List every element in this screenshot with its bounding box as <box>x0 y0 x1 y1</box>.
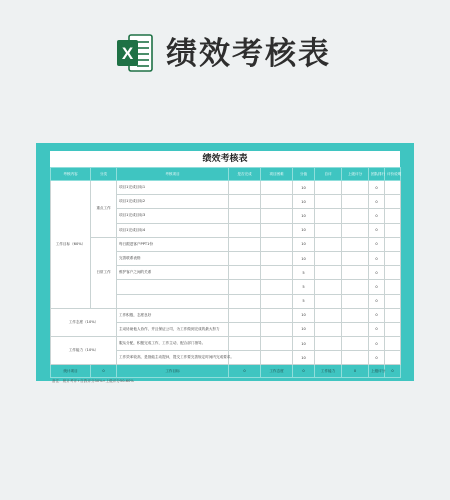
score-cell[interactable]: 10 <box>293 337 315 351</box>
team-cell[interactable]: 0 <box>369 237 385 251</box>
score-cell[interactable]: 10 <box>293 195 315 209</box>
cell[interactable] <box>385 209 401 223</box>
cell[interactable] <box>261 266 293 280</box>
cell[interactable] <box>342 237 369 251</box>
project-cell[interactable]: 每日跟进客户PPT1份 <box>117 237 229 251</box>
project-cell[interactable]: 工作效率较高，是指能主动提问，提交工作要完善规定时间内完成要求。 <box>117 351 229 365</box>
cell[interactable] <box>261 308 293 322</box>
cell[interactable] <box>315 294 342 308</box>
score-cell[interactable]: 10 <box>293 351 315 365</box>
cell[interactable] <box>229 322 261 336</box>
cell[interactable] <box>342 266 369 280</box>
score-cell[interactable]: 5 <box>293 294 315 308</box>
team-cell[interactable]: 0 <box>369 209 385 223</box>
cell[interactable] <box>229 209 261 223</box>
summary-row <box>51 365 401 378</box>
cell[interactable] <box>229 223 261 237</box>
team-cell[interactable]: 0 <box>369 181 385 195</box>
score-cell[interactable]: 10 <box>293 308 315 322</box>
cell[interactable] <box>342 195 369 209</box>
cell[interactable] <box>261 223 293 237</box>
cell[interactable] <box>342 209 369 223</box>
score-cell[interactable]: 10 <box>293 223 315 237</box>
cell[interactable] <box>315 266 342 280</box>
summary-superior-value: 0 <box>385 365 401 378</box>
team-cell[interactable]: 0 <box>369 294 385 308</box>
excel-icon <box>117 33 153 73</box>
project-cell[interactable]: 完善联系表格 <box>117 251 229 265</box>
cell[interactable] <box>342 223 369 237</box>
cell[interactable] <box>342 337 369 351</box>
cell[interactable] <box>229 181 261 195</box>
cell[interactable] <box>385 351 401 365</box>
cell[interactable] <box>385 181 401 195</box>
project-cell[interactable]: 维护客户之间的关系 <box>117 266 229 280</box>
cell[interactable] <box>385 308 401 322</box>
score-cell[interactable]: 10 <box>293 237 315 251</box>
project-cell[interactable]: 项目1完成目标3 <box>117 209 229 223</box>
cell[interactable] <box>229 337 261 351</box>
team-cell[interactable]: 0 <box>369 223 385 237</box>
cell[interactable] <box>261 294 293 308</box>
project-cell[interactable]: 项目1完成目标4 <box>117 223 229 237</box>
cell[interactable] <box>229 266 261 280</box>
project-cell[interactable] <box>117 280 229 294</box>
cell[interactable] <box>315 237 342 251</box>
cell[interactable] <box>315 351 342 365</box>
team-cell[interactable]: 0 <box>369 337 385 351</box>
cell[interactable] <box>315 181 342 195</box>
summary-goal-label: 工作目标 <box>117 365 229 378</box>
cell[interactable] <box>315 195 342 209</box>
cell[interactable] <box>315 337 342 351</box>
team-cell[interactable]: 0 <box>369 195 385 209</box>
project-cell[interactable]: 工作积极，态度良好 <box>117 308 229 322</box>
table-row <box>51 181 401 195</box>
column-header: 评价说明 <box>385 168 401 181</box>
column-header: 考核项目 <box>117 168 229 181</box>
cell[interactable] <box>229 251 261 265</box>
project-cell[interactable]: 主动协助他人协作，并且保证公司，为工作做到完成的最大努力 <box>117 322 229 336</box>
team-cell[interactable]: 0 <box>369 322 385 336</box>
column-header: 考核内容 <box>51 168 91 181</box>
cell[interactable] <box>315 223 342 237</box>
cell[interactable] <box>261 322 293 336</box>
svg-text:X: X <box>121 44 134 63</box>
score-cell[interactable]: 10 <box>293 322 315 336</box>
cell[interactable] <box>261 209 293 223</box>
table-row <box>51 337 401 351</box>
column-header: 项目困难 <box>261 168 293 181</box>
cell[interactable] <box>385 337 401 351</box>
cell[interactable] <box>315 280 342 294</box>
cell[interactable] <box>229 294 261 308</box>
cell[interactable] <box>385 280 401 294</box>
summary-attitude-label: 工作态度 <box>261 365 293 378</box>
cell[interactable] <box>261 251 293 265</box>
project-cell[interactable]: 项目1完成目标2 <box>117 195 229 209</box>
cell[interactable] <box>385 322 401 336</box>
column-header: 自评 <box>315 168 342 181</box>
cell[interactable] <box>385 237 401 251</box>
cell[interactable] <box>385 195 401 209</box>
summary-superior-label: 上级评分 <box>369 365 385 378</box>
cell[interactable] <box>385 266 401 280</box>
column-header: 分类 <box>91 168 117 181</box>
cell[interactable] <box>261 237 293 251</box>
kpi-table <box>50 167 401 378</box>
cell[interactable] <box>261 280 293 294</box>
cell[interactable] <box>342 251 369 265</box>
score-cell[interactable]: 10 <box>293 209 315 223</box>
table-row <box>51 237 401 251</box>
summary-ability-label: 工作能力 <box>315 365 342 378</box>
project-cell[interactable]: 服从分配，积极完成工作，工作主动，配合部门指导。 <box>117 337 229 351</box>
cell[interactable] <box>385 223 401 237</box>
team-cell[interactable]: 0 <box>369 251 385 265</box>
group-work-ability: 工作能力（10%） <box>51 337 117 365</box>
summary-total-value: 0 <box>91 365 117 378</box>
summary-total-label: 统计项目 <box>51 365 91 378</box>
cell[interactable] <box>315 322 342 336</box>
cell[interactable] <box>229 237 261 251</box>
group-key-work: 重点工作 <box>91 181 117 238</box>
header-row <box>51 168 401 181</box>
project-cell[interactable] <box>117 294 229 308</box>
cell[interactable] <box>315 251 342 265</box>
team-cell[interactable]: 0 <box>369 280 385 294</box>
page-title: 绩效考核表 <box>166 36 331 72</box>
group-work-goal: 工作目标（60%） <box>51 181 91 309</box>
cell[interactable] <box>261 337 293 351</box>
spreadsheet <box>50 151 402 384</box>
score-cell[interactable]: 10 <box>293 251 315 265</box>
cell[interactable] <box>315 209 342 223</box>
cell[interactable] <box>385 251 401 265</box>
group-work-attitude: 工作态度（10%） <box>51 308 117 336</box>
cell[interactable] <box>261 195 293 209</box>
table-row <box>51 308 401 322</box>
team-cell[interactable]: 0 <box>369 266 385 280</box>
cell[interactable] <box>229 280 261 294</box>
cell[interactable] <box>342 181 369 195</box>
page-header <box>0 0 450 140</box>
summary-attitude-value: 0 <box>293 365 315 378</box>
summary-ability-value: 0 <box>342 365 369 378</box>
summary-goal-value: 0 <box>229 365 261 378</box>
cell[interactable] <box>229 308 261 322</box>
team-cell[interactable]: 0 <box>369 308 385 322</box>
cell[interactable] <box>385 294 401 308</box>
column-header: 团队排行 <box>369 168 385 181</box>
cell[interactable] <box>261 351 293 365</box>
cell[interactable] <box>342 322 369 336</box>
cell[interactable] <box>342 294 369 308</box>
group-daily-work: 日常工作 <box>91 237 117 308</box>
footnote: 备注：统计考评+自我评分30%+上级评分50-60% <box>52 379 134 384</box>
cell[interactable] <box>261 181 293 195</box>
cell[interactable] <box>342 308 369 322</box>
score-cell[interactable]: 10 <box>293 181 315 195</box>
team-cell[interactable]: 0 <box>369 351 385 365</box>
score-cell[interactable]: 5 <box>293 280 315 294</box>
column-header: 是否完成 <box>229 168 261 181</box>
column-header: 分值 <box>293 168 315 181</box>
cell[interactable] <box>315 308 342 322</box>
column-header: 上级评分 <box>342 168 369 181</box>
cell[interactable] <box>229 195 261 209</box>
project-cell[interactable]: 项目1完成目标1 <box>117 181 229 195</box>
sheet-title: 绩效考核表 <box>202 154 248 164</box>
score-cell[interactable]: 5 <box>293 266 315 280</box>
cell[interactable] <box>342 351 369 365</box>
cell[interactable] <box>342 280 369 294</box>
